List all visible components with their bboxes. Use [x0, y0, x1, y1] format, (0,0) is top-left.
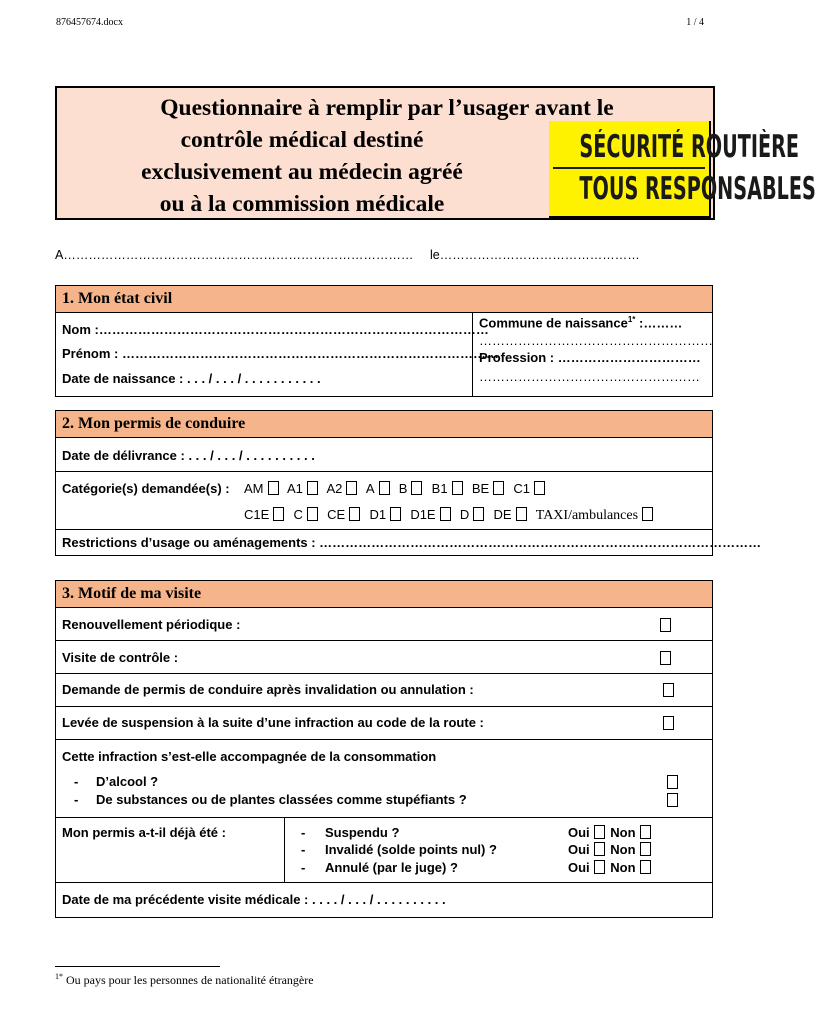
checkbox-am[interactable]: [268, 481, 279, 495]
checkbox-substances[interactable]: [667, 793, 678, 807]
alcool-label: D’alcool ?: [96, 774, 159, 789]
commune-naissance-field[interactable]: [479, 315, 682, 330]
checkbox-demande[interactable]: [663, 683, 674, 697]
checkbox-invalide-oui[interactable]: [594, 842, 605, 856]
categories-row-2: [244, 507, 655, 524]
section-etat-civil: [55, 285, 713, 397]
checkbox-invalide-non[interactable]: [640, 842, 651, 856]
footnote: [55, 972, 314, 988]
permis-label: Mon permis a-t-il déjà été :: [62, 825, 226, 840]
row-divider: [56, 739, 712, 740]
cat-b1: B1: [431, 481, 448, 496]
row-divider: [56, 673, 712, 674]
checkbox-c1[interactable]: [534, 481, 545, 495]
footnote-ref: 1*: [627, 315, 636, 324]
cat-d1: D1: [369, 507, 387, 522]
checkbox-levee[interactable]: [663, 716, 674, 730]
checkbox-d1[interactable]: [390, 507, 401, 521]
cat-a: A: [365, 481, 375, 496]
dash: -: [301, 825, 306, 840]
checkbox-d1e[interactable]: [440, 507, 451, 521]
permis-divider: [284, 818, 285, 882]
logo-line-1: SÉCURITÉ ROUTIÈRE: [579, 129, 800, 165]
logo-line-2: TOUS RESPONSABLES: [579, 171, 816, 207]
row-divider: [56, 882, 712, 883]
controle-label: Visite de contrôle :: [62, 650, 179, 665]
non-label: Non: [610, 825, 636, 840]
date-field[interactable]: le…………………………………………: [430, 248, 640, 262]
cat-c: C: [293, 507, 303, 522]
oui-label: Oui: [568, 842, 590, 857]
cat-a2: A2: [326, 481, 343, 496]
checkbox-be[interactable]: [493, 481, 504, 495]
annule-options: [568, 860, 653, 875]
dash: -: [301, 860, 306, 875]
non-label: Non: [610, 842, 636, 857]
title-line-1: Questionnaire à remplir par l’usager avant le: [160, 95, 614, 121]
renouvellement-label: Renouvellement périodique :: [62, 617, 241, 632]
checkbox-b[interactable]: [411, 481, 422, 495]
precedente-visite-field[interactable]: Date de ma précédente visite médicale : . . . . / . . . / . . . . . . . . . .: [62, 892, 446, 907]
checkbox-a2[interactable]: [346, 481, 357, 495]
substances-label: De substances ou de plantes classées comme stupéfiants ?: [96, 792, 467, 807]
row-divider: [56, 817, 712, 818]
section-1-title: 1. Mon état civil: [56, 286, 712, 313]
cat-be: BE: [471, 481, 490, 496]
checkbox-c[interactable]: [307, 507, 318, 521]
suspendu-label: Suspendu ?: [325, 825, 400, 840]
oui-label: Oui: [568, 825, 590, 840]
cat-c1: C1: [513, 481, 531, 496]
date-naissance-field[interactable]: Date de naissance : . . . / . . . / . . . . . . . . . . .: [62, 371, 321, 386]
annule-label: Annulé (par le juge) ?: [325, 860, 458, 875]
checkbox-renouvellement[interactable]: [660, 618, 671, 632]
commune-label: Commune de naissance: [479, 315, 628, 331]
footnote-mark: 1*: [55, 972, 63, 981]
dash: -: [74, 774, 79, 789]
checkbox-alcool[interactable]: [667, 775, 678, 789]
logo-divider: [553, 167, 705, 169]
restrictions-field[interactable]: Restrictions d’usage ou aménagements : …………………………………………………………………………………………: [62, 535, 762, 550]
suspendu-options: [568, 825, 653, 840]
footnote-rule: [55, 966, 220, 967]
securite-routiere-logo: [549, 121, 816, 218]
date-delivrance-field[interactable]: Date de délivrance : . . . / . . . / . . . . . . . . . .: [62, 448, 315, 463]
checkbox-suspendu-non[interactable]: [640, 825, 651, 839]
checkbox-a[interactable]: [379, 481, 390, 495]
levee-label: Levée de suspension à la suite d’une infraction au code de la route :: [62, 715, 484, 730]
checkbox-annule-oui[interactable]: [594, 860, 605, 874]
categories-row-1: [244, 481, 547, 496]
checkbox-taxi[interactable]: [642, 507, 653, 521]
section-permis: [55, 410, 762, 556]
oui-label: Oui: [568, 860, 590, 875]
row-divider: [56, 706, 712, 707]
title-line-3: exclusivement au médecin agréé: [141, 159, 463, 185]
checkbox-annule-non[interactable]: [640, 860, 651, 874]
nom-field[interactable]: Nom :………………………………………………………………………………: [62, 322, 489, 337]
dash: -: [301, 842, 306, 857]
page-counter: 1 / 4: [686, 17, 704, 28]
categories-label: Catégorie(s) demandée(s) :: [62, 481, 230, 496]
checkbox-de[interactable]: [516, 507, 527, 521]
cat-b: B: [398, 481, 408, 496]
profession-line-2[interactable]: ……………………………………………: [479, 369, 700, 384]
cat-c1e: C1E: [244, 507, 270, 522]
commune-dots: :………: [635, 315, 683, 331]
cat-am: AM: [244, 481, 264, 496]
commune-line-2[interactable]: ………………………………………………: [479, 333, 713, 348]
title-line-4: ou à la commission médicale: [159, 191, 445, 217]
section-3-title: 3. Motif de ma visite: [56, 581, 712, 608]
title-line-2: contrôle médical destiné: [180, 127, 424, 153]
checkbox-controle[interactable]: [660, 651, 671, 665]
document-filename: 876457674.docx: [56, 17, 123, 28]
cat-a1: A1: [287, 481, 303, 496]
section-motif: [55, 580, 713, 918]
checkbox-ce[interactable]: [349, 507, 360, 521]
row-divider: [56, 640, 712, 641]
dash: -: [74, 792, 79, 807]
place-field[interactable]: A…………………………………………………………………………: [55, 248, 414, 262]
infraction-question: Cette infraction s’est-elle accompagnée de la consommation: [62, 749, 437, 764]
checkbox-c1e[interactable]: [273, 507, 284, 521]
invalide-label: Invalidé (solde points nul) ?: [325, 842, 497, 857]
title-box: [55, 86, 816, 220]
cat-taxi: TAXI/ambulances: [535, 508, 639, 523]
invalide-options: [568, 842, 653, 857]
checkbox-b1[interactable]: [452, 481, 463, 495]
non-label: Non: [610, 860, 636, 875]
cat-ce: CE: [327, 507, 346, 522]
checkbox-suspendu-oui[interactable]: [594, 825, 605, 839]
checkbox-d[interactable]: [473, 507, 484, 521]
profession-field[interactable]: Profession : ……………………………: [479, 350, 701, 365]
demande-label: Demande de permis de conduire après invalidation ou annulation :: [62, 682, 474, 697]
cat-de: DE: [493, 507, 512, 522]
section-2-title: 2. Mon permis de conduire: [56, 411, 712, 438]
footnote-text: Ou pays pour les personnes de nationalité étrangère: [63, 973, 314, 987]
row-divider: [56, 471, 712, 472]
checkbox-a1[interactable]: [307, 481, 318, 495]
row-divider: [56, 529, 712, 530]
cat-d1e: D1E: [410, 507, 436, 522]
cat-d: D: [459, 507, 470, 522]
prenom-field[interactable]: Prénom : ……………………………………………………………………………: [62, 346, 499, 361]
